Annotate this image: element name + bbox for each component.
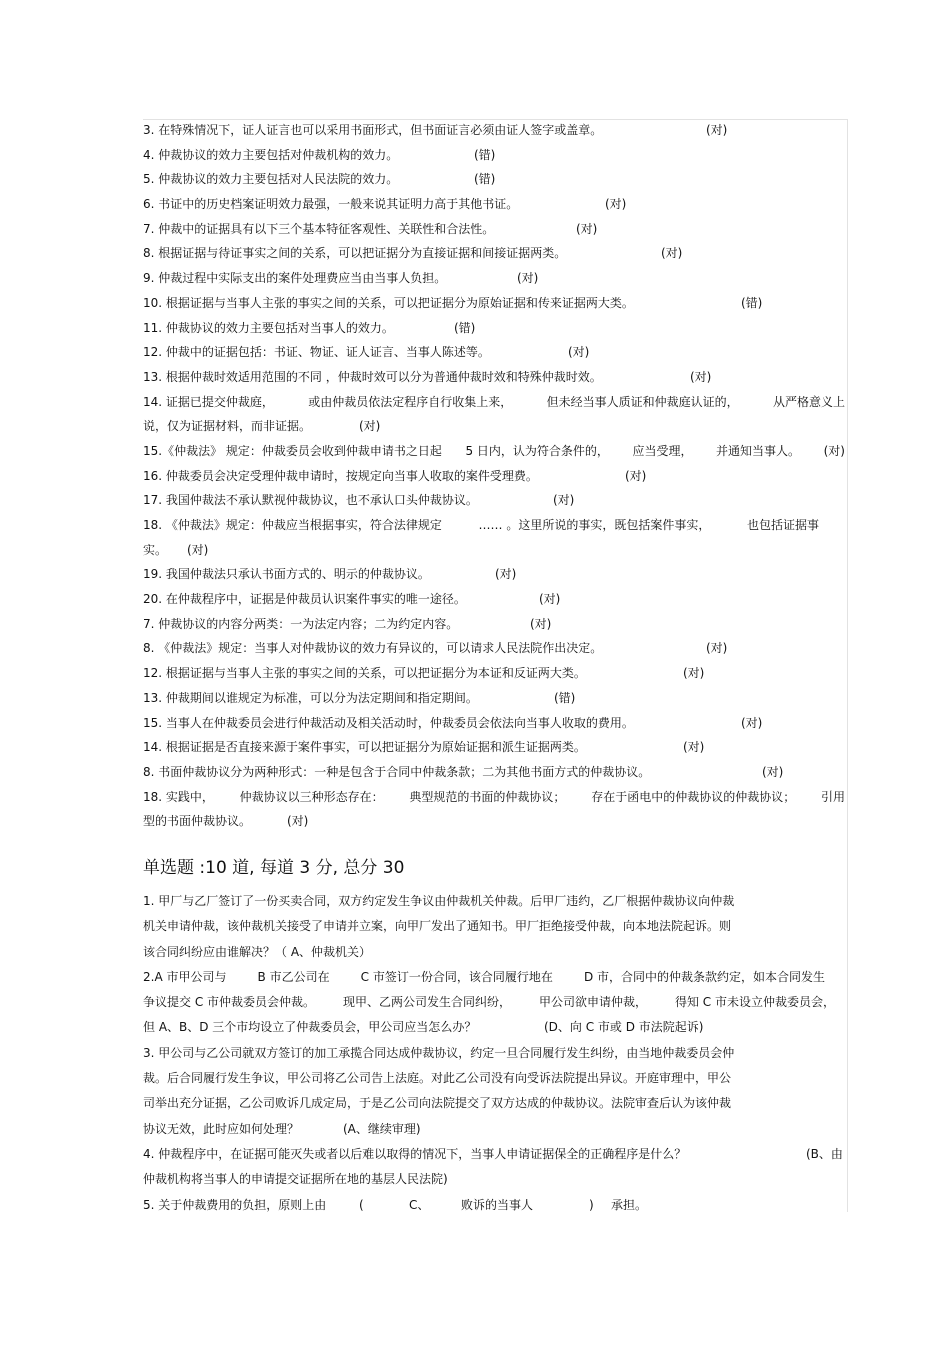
tf-answer: (对) [690,369,712,384]
tf-item [143,340,845,365]
tf-item [143,192,845,217]
tf-answer: (对) [568,345,590,360]
tf-answer: (对) [706,123,728,137]
tf-text-part: 仲裁协议以三种形态存在： [239,789,384,804]
mc-answer: (D、向 C 市或 D 市法院起诉) [544,1020,704,1035]
mc-question-2 [143,965,845,1041]
tf-text: 13. 根据仲裁时效适用范围的不同 ，仲裁时效可以分为普通仲裁时效和特殊仲裁时效。 [143,369,602,384]
tf-text: 7. 仲裁中的证据具有以下三个基本特征客观性、关联性和合法性。 [143,221,495,236]
tf-text-part: 并通知当事人。 [716,443,801,458]
tf-item [143,217,845,242]
mc-text-part: D 市，合同中的仲裁条款约定，如本合同发生 [583,969,825,984]
mc-question-5 [143,1193,845,1218]
mc-text-part: 甲公司欲申请仲裁， [538,995,647,1010]
tf-answer: (对) [706,641,728,656]
mc-line: 该合同纠纷应由谁解决？（ A、仲裁机关） [143,944,372,959]
tf-answer: (错) [741,295,763,310]
tf-text: 8. 《仲裁法》规定：当事人对仲裁协议的效力有异议的，可以请求人民法院作出决定。 [143,641,603,656]
tf-answer: (对) [359,419,381,434]
tf-answer: (对) [605,197,627,212]
tf-item [143,735,845,760]
mc-line [143,1015,845,1040]
tf-item-18b-line2 [143,809,845,834]
mc-line: 司举出充分证据，乙公司败诉几成定局，于是乙公司向法院提交了双方达成的仲裁协议。法院审查后认为该仲裁 [143,1096,732,1111]
tf-text: 7. 仲裁协议的内容分两类：一为法定内容；二为约定内容。 [143,616,459,631]
tf-text-part: 5 日内，认为符合条件的， [465,443,609,458]
mc-text-part: C 市签订一份合同，该合同履行地在 [360,969,553,984]
tf-item-18-line2 [143,538,845,563]
tf-item [143,488,845,513]
tf-item [143,316,845,341]
tf-item-15 [143,439,845,464]
tf-text: 20. 在仲裁程序中，证据是仲裁员认识案件事实的唯一途径。 [143,592,466,607]
mc-question-1 [143,889,845,965]
tf-item [143,587,845,612]
tf-text: 13. 仲裁期间以谁规定为标准，可以分为法定期间和指定期间。 [143,690,478,705]
tf-answer: (对) [741,715,763,730]
mc-text-part: 现甲、乙两公司发生合同纠纷， [342,995,511,1010]
tf-text-part: 从严格意义上 [772,394,845,409]
mc-line [143,1117,845,1142]
tf-answer: (对) [187,542,209,557]
tf-text: 3. 在特殊情况下，证人证言也可以采用书面形式，但书面证言必须由证人签字或盖章。 [143,123,603,137]
mc-line: 仲裁机构将当事人的申请提交证据所在地的基层人民法院) [143,1172,448,1187]
tf-text: 6. 书证中的历史档案证明效力最强，一般来说其证明力高于其他书证。 [143,197,519,212]
tf-text-part: 15.《仲裁法》 规定：仲裁委员会收到仲裁申请书之日起 [143,443,442,458]
mc-text: 5. 关于仲裁费用的负担，原则上由 [143,1197,327,1212]
tf-text-part: 或由仲裁员依法定程序自行收集上来， [308,394,513,409]
tf-item-18b-line1 [143,785,845,810]
tf-text: 19. 我国仲裁法只承认书面方式的、明示的仲裁协议。 [143,567,430,582]
mc-paren-close: ) [589,1197,594,1212]
tf-text: 12. 根据证据与当事人主张的事实之间的关系，可以把证据分为本证和反证两大类。 [143,666,586,681]
mc-answer: (A、继续审理) [343,1121,421,1136]
tf-text: 14. 根据证据是否直接来源于案件事实，可以把证据分为原始证据和派生证据两类。 [143,740,586,755]
tf-answer: (对) [683,740,705,755]
tf-text: 15. 当事人在仲裁委员会进行仲裁活动及相关活动时，仲裁委员会依法向当事人收取的费用。 [143,715,634,730]
mc-text-part: 争议提交 C 市仲裁委员会仲裁。 [143,995,316,1010]
tf-text-part: …… 。这里所说的事实，既包括案件事实， [478,518,711,532]
section-title: 单选题 :10 道, 每道 3 分, 总分 30 [143,857,405,878]
tf-text: 10. 根据证据与当事人主张的事实之间的关系，可以把证据分为原始证据和传来证据两大类。 [143,295,634,310]
tf-text: 8. 书面仲裁协议分为两种形式：一种是包含于合同中仲裁条款；二为其他书面方式的仲裁协议。 [143,764,651,779]
tf-answer: (对) [661,246,683,261]
tf-text: 16. 仲裁委员会决定受理仲裁申请时，按规定向当事人收取的案件受理费。 [143,468,538,483]
document-body [143,118,845,1218]
mc-line [143,1193,845,1218]
mc-text: 4. 仲裁程序中，在证据可能灭失或者以后难以取得的情况下，当事人申请证据保全的正确程序是什么？ [143,1146,687,1161]
mc-paren-open: ( [359,1197,364,1212]
tf-item [143,241,845,266]
tf-text-part: 应当受理， [632,443,693,458]
tf-answer: (对) [553,493,575,508]
mc-option: C、 [409,1197,430,1212]
tf-text: 17. 我国仲裁法不承认默视仲裁协议，也不承认口头仲裁协议。 [143,493,478,508]
tf-answer: (错) [454,320,476,335]
tf-item [143,612,845,637]
tf-text: 12. 仲裁中的证据包括：书证、物证、证人证言、当事人陈述等。 [143,345,490,360]
mc-line: 机关申请仲裁，该仲裁机关接受了申请并立案，向甲厂发出了通知书。甲厂拒绝接受仲裁，向本地法院起诉。则 [143,919,732,934]
tf-item [143,464,845,489]
tf-item [143,711,845,736]
tf-text-part: 18. 实践中， [143,789,214,804]
mc-answer: 败诉的当事人 [461,1197,534,1212]
tf-item [143,143,845,168]
tf-text: 8. 根据证据与待证事实之间的关系，可以把证据分为直接证据和间接证据两类。 [143,246,567,261]
mc-line [143,1142,845,1167]
tf-text: 4. 仲裁协议的效力主要包括对仲裁机构的效力。 [143,147,399,162]
tf-item-18-line1 [143,513,845,538]
mc-line [143,990,845,1015]
mc-answer: (B、由 [806,1146,843,1161]
tf-item [143,686,845,711]
mc-text-part: 2.A 市甲公司与 [143,969,227,984]
tf-text-part: 也包括证据事 [746,518,819,532]
mc-line: 3. 甲公司与乙公司就双方签订的加工承揽合同达成仲裁协议，约定一旦合同履行发生纠纷，由当地仲裁委员会仲 [143,1045,735,1060]
tf-item-14-line2 [143,414,845,439]
tf-text: 型的书面仲裁协议。 [143,814,252,829]
tf-item [143,167,845,192]
tf-text-part: 14. 证据已提交仲裁庭， [143,394,274,409]
tf-answer: (错) [474,172,496,187]
tf-item [143,365,845,390]
mc-text: 但 A、B、D 三个市均设立了仲裁委员会，甲公司应当怎么办？ [143,1020,477,1035]
mc-text-part: 得知 C 市未设立仲裁委员会， [674,995,835,1010]
tf-answer: (错) [474,147,496,162]
tf-item [143,760,845,785]
tf-item [143,266,845,291]
tf-answer: (对) [576,221,598,236]
tf-item [143,562,845,587]
tf-text: 5. 仲裁协议的效力主要包括对人民法院的效力。 [143,172,399,187]
tf-text-part: 典型规范的书面的仲裁协议； [409,789,566,804]
tf-text: 9. 仲裁过程中实际支出的案件处理费应当由当事人负担。 [143,271,447,286]
tf-item [143,118,845,143]
mc-line: 裁。后合同履行发生争议，甲公司将乙公司告上法庭。对此乙公司没有向受诉法院提出异议。开庭审理中，甲公 [143,1071,732,1086]
tf-answer: (对) [539,592,561,607]
mc-question-4 [143,1142,845,1193]
tf-answer: (对) [762,764,784,779]
mc-text-end: 承担。 [611,1197,648,1212]
tf-item [143,661,845,686]
mc-text: 协议无效，此时应如何处理？ [143,1121,300,1136]
tf-text-part: 18. 《仲裁法》规定：仲裁应当根据事实，符合法律规定 [143,518,442,532]
tf-text-part: 但未经当事人质证和仲裁庭认证的， [546,394,739,409]
tf-text: 实。 [143,542,168,557]
tf-item [143,291,845,316]
tf-answer: (对) [823,443,845,458]
tf-text-part: 存在于函电中的仲裁协议的仲裁协议； [591,789,796,804]
tf-answer: (对) [625,468,647,483]
tf-text-part: 引用 [820,789,845,804]
tf-answer: (对) [287,814,309,829]
mc-text-part: B 市乙公司在 [257,969,330,984]
tf-answer: (对) [517,271,539,286]
tf-answer: (对) [495,567,517,582]
mc-question-3 [143,1041,845,1142]
tf-answer: (错) [554,690,576,705]
tf-item-14-line1 [143,390,845,415]
tf-item [143,636,845,661]
tf-answer: (对) [683,666,705,681]
mc-line: 1. 甲厂与乙厂签订了一份买卖合同，双方约定发生争议由仲裁机关仲裁。后甲厂违约，乙厂根据仲裁协议向仲裁 [143,893,735,908]
tf-text: 说，仅为证据材料，而非证据。 [143,419,312,434]
mc-line [143,965,845,990]
tf-answer: (对) [530,616,552,631]
tf-text: 11. 仲裁协议的效力主要包括对当事人的效力。 [143,320,394,335]
